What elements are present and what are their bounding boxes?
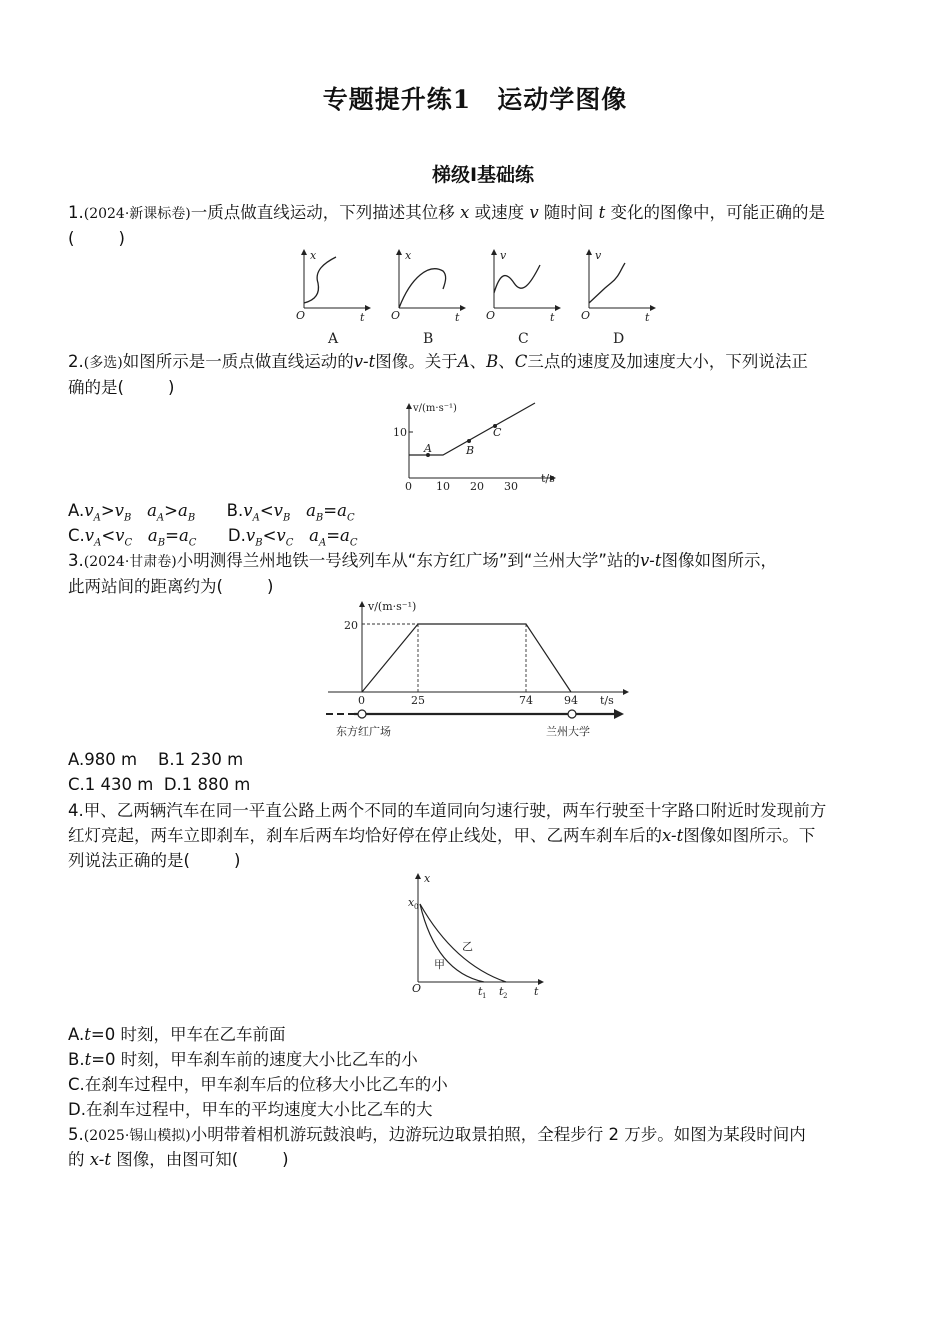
- q3-graph-line: [362, 624, 571, 692]
- q2-stem-2: 确的是( ): [68, 378, 175, 397]
- svg-text:1: 1: [482, 992, 487, 998]
- svg-text:t: t: [360, 311, 365, 324]
- svg-text:A: A: [424, 442, 432, 455]
- option-label-c: C: [518, 331, 529, 347]
- q1-graph-a: [296, 249, 370, 347]
- svg-text:t: t: [645, 311, 650, 324]
- station-label-1: 东方红广场: [336, 725, 391, 738]
- q2-option-c[interactable]: $C.v_A<v_C$ $a_B=a_C$: [68, 526, 197, 549]
- q2-option-d[interactable]: $D.v_B<v_C$ $a_A=a_C$: [227, 526, 358, 549]
- svg-text:乙: 乙: [462, 940, 473, 953]
- svg-text:30: 30: [504, 480, 518, 493]
- station-lanzhou-university-icon: [568, 710, 576, 718]
- q3-option-a[interactable]: A.980 m: [68, 750, 138, 769]
- q5-stem: 5.(2025·锡山模拟)小明带着相机游玩鼓浪屿，边游玩边取景拍照，全程步行 2 万步。如图为某段时间内: [68, 1125, 806, 1144]
- q4-stem-2: 红灯亮起，两车立即刹车，刹车后两车均恰好停在停止线处，甲、乙两车刹车后的x-t图像如图所示。下: [68, 826, 816, 845]
- q1-stem: 1.(2024·新课标卷)一质点做直线运动，下列描述其位移 x 或速度 v 随时间 t 变化的图像中，可能正确的是: [68, 203, 826, 222]
- svg-text:20: 20: [470, 480, 484, 493]
- option-label-b: B: [423, 331, 434, 347]
- q3-option-d[interactable]: D.1 880 m: [163, 775, 251, 794]
- q1-curve-a: [304, 257, 336, 303]
- q3-stem: 3.(2024·甘肃卷)小明测得兰州地铁一号线列车从“东方红广场”到“兰州大学”站的v-t图像如图所示，: [68, 551, 777, 570]
- q1-curve-c: [494, 265, 540, 293]
- svg-text:t: t: [550, 311, 555, 324]
- svg-text:25: 25: [411, 694, 425, 707]
- svg-text:t/s: t/s: [600, 694, 614, 707]
- q1-curve-d: [589, 263, 625, 303]
- q4-option-a[interactable]: A.t=0 时刻，甲车在乙车前面: [68, 1025, 286, 1044]
- svg-text:t: t: [478, 985, 483, 998]
- q3-options-cd: [68, 773, 250, 797]
- q1-answer-paren: ( ): [68, 229, 125, 248]
- svg-text:x: x: [310, 249, 317, 262]
- svg-text:x: x: [424, 872, 431, 885]
- svg-text:O: O: [581, 309, 591, 322]
- svg-text:10: 10: [436, 480, 450, 493]
- svg-text:t: t: [534, 985, 539, 998]
- q5-stem-2: 的 x-t 图像，由图可知( ): [68, 1150, 289, 1169]
- svg-text:0: 0: [358, 694, 365, 707]
- svg-text:20: 20: [344, 619, 358, 632]
- q4-option-d[interactable]: D.在刹车过程中，甲车的平均速度大小比乙车的大: [68, 1100, 433, 1119]
- svg-text:94: 94: [564, 694, 578, 707]
- svg-text:t: t: [455, 311, 460, 324]
- svg-text:t: t: [499, 985, 504, 998]
- q4-option-b[interactable]: B.t=0 时刻，甲车刹车前的速度大小比乙车的小: [68, 1050, 418, 1069]
- svg-text:0: 0: [405, 480, 412, 493]
- q1-graphs: [280, 245, 670, 350]
- q2-option-a[interactable]: $A.v_A>v_B$ $a_A>a_B$: [68, 501, 196, 524]
- station-dongfanghong-icon: [358, 710, 366, 718]
- q1-graph-d: [581, 249, 655, 347]
- svg-text:v: v: [500, 249, 507, 262]
- station-label-2: 兰州大学: [546, 725, 590, 738]
- option-label-d: D: [613, 331, 625, 347]
- svg-text:O: O: [296, 309, 306, 322]
- svg-text:10: 10: [393, 426, 407, 439]
- svg-text:甲: 甲: [434, 958, 445, 971]
- svg-text:O: O: [486, 309, 496, 322]
- svg-text:74: 74: [519, 694, 533, 707]
- curve-jia: [420, 904, 484, 982]
- metro-track: [326, 709, 624, 719]
- svg-text:0: 0: [414, 903, 419, 911]
- q3-stem-2: 此两站间的距离约为( ): [68, 577, 274, 596]
- svg-text:v/(m·s⁻¹): v/(m·s⁻¹): [413, 403, 457, 414]
- q3-vt-chart: [318, 596, 638, 741]
- q1-curve-b: [399, 269, 446, 308]
- svg-text:B: B: [466, 444, 475, 457]
- svg-text:2: 2: [503, 992, 508, 998]
- q1-source: (2024·新课标卷): [83, 206, 191, 222]
- svg-text:v/(m·s⁻¹): v/(m·s⁻¹): [368, 600, 417, 613]
- q2-option-b[interactable]: $B.v_A<v_B$ $a_B=a_C$: [226, 501, 355, 524]
- svg-text:x: x: [408, 896, 415, 909]
- q1-graph-b: [391, 249, 465, 347]
- q1-number: 1.: [68, 203, 84, 222]
- q4-stem-3: 列说法正确的是( ): [68, 851, 241, 870]
- svg-text:x: x: [405, 249, 412, 262]
- q2-vt-chart: [385, 398, 575, 494]
- section-title: 梯级Ⅰ基础练: [431, 164, 535, 186]
- svg-text:C: C: [493, 426, 502, 439]
- q3-option-b[interactable]: B.1 230 m: [158, 750, 244, 769]
- svg-text:O: O: [391, 309, 401, 322]
- q3-option-c[interactable]: C.1 430 m: [68, 775, 154, 794]
- q2-stem: 2.(多选)如图所示是一质点做直线运动的v-t图像。关于A、B、C三点的速度及加速度大小，下列说法正: [68, 352, 808, 371]
- svg-text:t/s: t/s: [541, 472, 555, 485]
- svg-text:v: v: [595, 249, 602, 262]
- option-label-a: A: [328, 331, 339, 347]
- q4-option-c[interactable]: C.在刹车过程中，甲车刹车后的位移大小比乙车的小: [68, 1075, 448, 1094]
- q3-options-ab: [68, 748, 243, 772]
- svg-text:O: O: [412, 982, 422, 995]
- q4-xt-chart: [378, 868, 548, 998]
- page-title: 专题提升练1 运动学图像: [322, 85, 628, 114]
- q1-graph-c: [486, 249, 560, 347]
- q4-stem: 4.甲、乙两辆汽车在同一平直公路上两个不同的车道同向匀速行驶，两车行驶至十字路口附近时发现前方: [68, 801, 827, 820]
- point-b: [467, 439, 471, 443]
